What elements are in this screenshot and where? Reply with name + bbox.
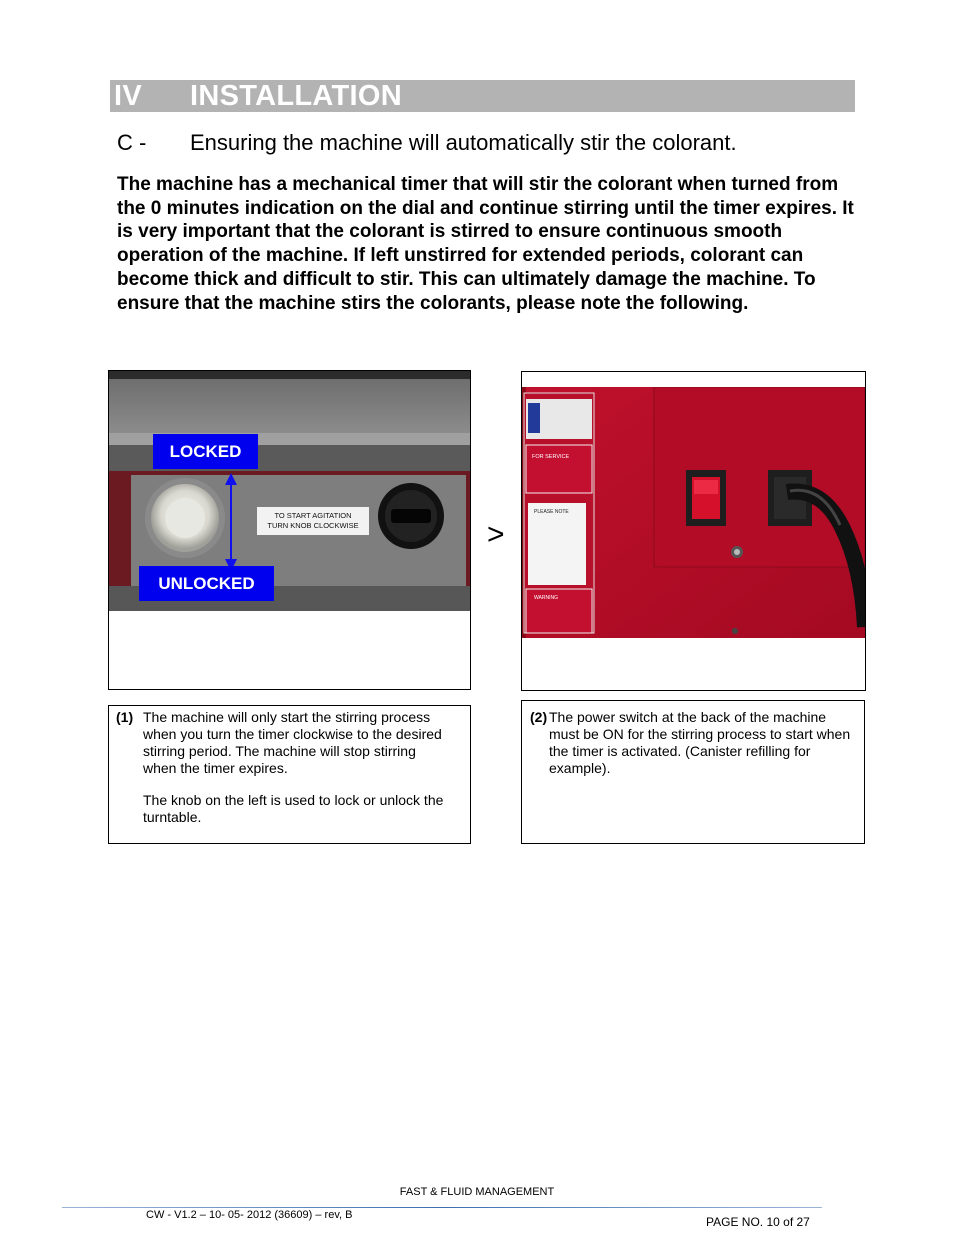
sticker-warning: WARNING	[534, 595, 558, 601]
figure-2-frame	[521, 371, 866, 691]
subsection-title: Ensuring the machine will automatically stir the colorant.	[190, 130, 737, 155]
footer-page-number: PAGE NO. 10 of 27	[706, 1215, 810, 1229]
sequence-arrow: >	[487, 518, 505, 551]
sticker-note: PLEASE NOTE	[534, 509, 569, 515]
footer-divider	[62, 1207, 822, 1208]
footer-document-id: CW - V1.2 – 10- 05- 2012 (36609) – rev, B	[146, 1209, 353, 1221]
footer-company: FAST & FLUID MANAGEMENT	[399, 1186, 555, 1198]
caption-2-number: (2)	[530, 709, 548, 725]
caption-1-number: (1)	[116, 709, 134, 725]
timer-panel-photo	[109, 371, 470, 611]
figure-1-frame	[108, 370, 471, 690]
power-switch-photo	[522, 387, 865, 638]
unlocked-label: UNLOCKED	[139, 566, 274, 601]
caption-2-box	[521, 700, 865, 844]
section-number: IV	[114, 80, 142, 112]
caption-1-text: The machine will only start the stirring process when you turn the timer clockwise to the desired stirring period. The machine will stop stirring when the timer expires.	[143, 709, 442, 776]
section-title: INSTALLATION	[190, 80, 402, 112]
sticker-service: FOR SERVICE	[532, 454, 570, 460]
panel-label-line1: TO START AGITATION	[274, 511, 352, 520]
locked-label: LOCKED	[153, 434, 258, 469]
intro-paragraph: The machine has a mechanical timer that will stir the colorant when turned from the 0 minutes indication on the dial and continue stirring until the timer expires. It is very important that the colorant is stirred to ensure continuous smooth operation of the machine. If left unstirred for extended periods, colorant can become thick and difficult to stir. This can ultimately damage the machine. To ensure that the machine stirs the colorants, please note the following.	[117, 174, 854, 314]
caption-1-box	[108, 705, 471, 844]
panel-label-line2: TURN KNOB CLOCKWISE	[267, 521, 359, 530]
caption-2-text: The power switch at the back of the machine must be ON for the stirring process to start when the timer is activated. (Canister refilling for example).	[549, 709, 851, 776]
subsection-letter: C -	[117, 130, 147, 155]
caption-1-text-2: The knob on the left is used to lock or unlock the turntable.	[143, 792, 444, 825]
